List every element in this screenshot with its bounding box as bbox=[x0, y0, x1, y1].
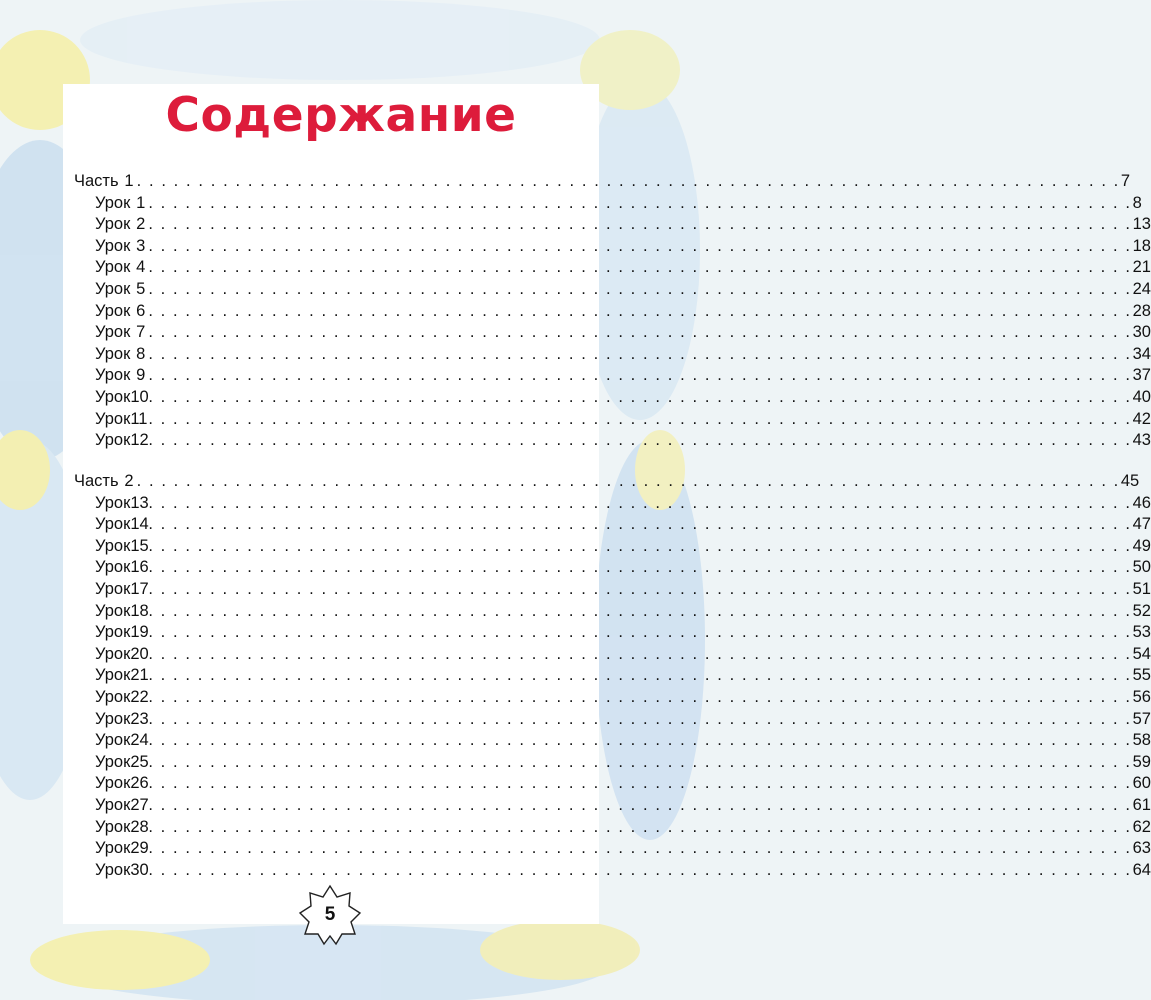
toc-number: 16 bbox=[130, 558, 149, 577]
page-number: 5 bbox=[324, 904, 336, 925]
toc-number: 13 bbox=[130, 493, 149, 512]
toc-label: Урок bbox=[95, 515, 131, 534]
toc-page: 53 bbox=[1132, 623, 1151, 642]
toc-dot-leader: . . . . . . . . . . . . . . . . . . . . . . . . . . . . . . . . . . . . . . . . . . . . . . . . . . . . . . . . . . . . . . . . . . . . . . . . . . . . . . . . bbox=[148, 839, 1132, 858]
toc-number: 12 bbox=[130, 431, 149, 450]
toc-page: 55 bbox=[1132, 666, 1151, 685]
toc-label: Урок bbox=[95, 323, 131, 342]
toc-dot-leader: . . . . . . . . . . . . . . . . . . . . . . . . . . . . . . . . . . . . . . . . . . . . . . . . . . . . . . . . . . . . . . . . . . . . . . . . . . . . . . . . bbox=[148, 817, 1132, 836]
toc-page: 63 bbox=[1132, 839, 1151, 858]
toc-label: Урок bbox=[95, 236, 131, 255]
toc-page: 42 bbox=[1132, 409, 1151, 428]
toc-page: 30 bbox=[1132, 323, 1151, 342]
toc-lesson-row bbox=[95, 300, 1151, 322]
toc-number: 7 bbox=[136, 323, 146, 342]
toc-number: 21 bbox=[130, 666, 149, 685]
toc-dot-leader: . . . . . . . . . . . . . . . . . . . . . . . . . . . . . . . . . . . . . . . . . . . . . . . . . . . . . . . . . . . . . . . . . . . . . . . . . . . . . . . . bbox=[148, 709, 1132, 728]
toc-page: 43 bbox=[1132, 431, 1151, 450]
toc-label: Урок bbox=[95, 623, 131, 642]
toc-number: 5 bbox=[136, 280, 146, 298]
toc-dot-leader: . . . . . . . . . . . . . . . . . . . . . . . . . . . . . . . . . . . . . . . . . . . . . . . . . . . . . . . . . . . . . . . . . . . . . . . . . . . . . . . . bbox=[148, 644, 1132, 663]
toc-page: 13 bbox=[1132, 215, 1151, 234]
toc-page: 52 bbox=[1132, 601, 1151, 620]
toc-label: Урок bbox=[95, 666, 131, 685]
toc-label: Урок bbox=[95, 344, 131, 363]
toc-number: 29 bbox=[130, 839, 149, 858]
toc-label: Часть bbox=[74, 472, 119, 490]
toc-label: Урок bbox=[95, 644, 131, 663]
toc-number: 26 bbox=[130, 774, 149, 793]
toc-label: Урок bbox=[95, 366, 131, 385]
toc-label: Урок bbox=[95, 688, 131, 706]
toc-label: Урок bbox=[95, 839, 131, 858]
toc-label: Урок bbox=[95, 752, 131, 771]
toc-page: 56 bbox=[1132, 688, 1151, 706]
toc-dot-leader: . . . . . . . . . . . . . . . . . . . . . . . . . . . . . . . . . . . . . . . . . . . . . . . . . . . . . . . . . . . . . . . . . . . . . . . . . . . . . . . . bbox=[148, 193, 1132, 212]
toc-page: 47 bbox=[1132, 515, 1151, 534]
toc-number: 1 bbox=[136, 193, 146, 212]
toc-label: Урок bbox=[95, 388, 131, 406]
toc-page: 18 bbox=[1132, 236, 1151, 255]
toc-page: 58 bbox=[1132, 731, 1151, 750]
toc-label: Урок bbox=[95, 731, 131, 750]
toc-page: 51 bbox=[1132, 580, 1151, 598]
toc-label: Урок bbox=[95, 860, 131, 879]
toc-label: Урок bbox=[95, 580, 131, 598]
toc-label: Урок bbox=[95, 709, 131, 728]
toc-dot-leader: . . . . . . . . . . . . . . . . . . . . . . . . . . . . . . . . . . . . . . . . . . . . . . . . . . . . . . . . . . . . . . . . . . . . . . . . . . . . . . . . bbox=[148, 388, 1132, 406]
toc-lesson-row bbox=[95, 408, 1151, 430]
toc-number: 17 bbox=[130, 580, 149, 598]
toc-label: Урок bbox=[95, 431, 131, 450]
toc-label: Урок bbox=[95, 817, 131, 836]
toc-dot-leader: . . . . . . . . . . . . . . . . . . . . . . . . . . . . . . . . . . . . . . . . . . . . . . . . . . . . . . . . . . . . . . . . . . . . . . . . . . . . . . . . bbox=[148, 344, 1132, 363]
toc-lesson-row bbox=[95, 859, 1151, 881]
toc-page: 34 bbox=[1132, 344, 1151, 363]
toc-label: Урок bbox=[95, 280, 131, 298]
toc-dot-leader: . . . . . . . . . . . . . . . . . . . . . . . . . . . . . . . . . . . . . . . . . . . . . . . . . . . . . . . . . . . . . . . . . . . . . . . . . . . . . . . . bbox=[148, 409, 1132, 428]
toc-lesson-row bbox=[95, 321, 1151, 343]
toc-lesson-row bbox=[95, 278, 1151, 300]
toc-label: Урок bbox=[95, 409, 131, 428]
toc-page: 62 bbox=[1132, 817, 1151, 836]
toc-number: 2 bbox=[124, 472, 134, 490]
toc-number: 23 bbox=[130, 709, 149, 728]
toc-dot-leader: . . . . . . . . . . . . . . . . . . . . . . . . . . . . . . . . . . . . . . . . . . . . . . . . . . . . . . . . . . . . . . . . . . . . . . . . . . . . . . . . bbox=[148, 301, 1132, 320]
toc-number: 3 bbox=[136, 236, 146, 255]
toc-label: Урок bbox=[95, 601, 131, 620]
toc-label: Урок bbox=[95, 193, 131, 212]
toc-page: 45 bbox=[1120, 472, 1140, 490]
toc-number: 20 bbox=[130, 644, 149, 663]
toc-page: 24 bbox=[1132, 280, 1151, 298]
toc-lesson-row bbox=[95, 343, 1151, 365]
toc-dot-leader: . . . . . . . . . . . . . . . . . . . . . . . . . . . . . . . . . . . . . . . . . . . . . . . . . . . . . . . . . . . . . . . . . . . . . . . . . . . . . . . . bbox=[136, 472, 1120, 490]
toc-label: Урок bbox=[95, 796, 131, 814]
toc-dot-leader: . . . . . . . . . . . . . . . . . . . . . . . . . . . . . . . . . . . . . . . . . . . . . . . . . . . . . . . . . . . . . . . . . . . . . . . . . . . . . . . . bbox=[148, 536, 1132, 555]
toc-number: 22 bbox=[130, 688, 149, 706]
toc-number: 15 bbox=[130, 536, 149, 555]
toc-number: 6 bbox=[136, 301, 146, 320]
toc-lesson-row bbox=[95, 235, 1151, 257]
toc-dot-leader: . . . . . . . . . . . . . . . . . . . . . . . . . . . . . . . . . . . . . . . . . . . . . . . . . . . . . . . . . . . . . . . . . . . . . . . . . . . . . . . . bbox=[148, 236, 1132, 255]
toc-number: 19 bbox=[130, 623, 149, 642]
toc-lesson-row bbox=[95, 837, 1151, 859]
toc-number: 10 bbox=[130, 388, 149, 406]
toc-number: 25 bbox=[130, 752, 149, 771]
toc-lesson-row bbox=[95, 364, 1151, 386]
toc-dot-leader: . . . . . . . . . . . . . . . . . . . . . . . . . . . . . . . . . . . . . . . . . . . . . . . . . . . . . . . . . . . . . . . . . . . . . . . . . . . . . . . . bbox=[148, 366, 1132, 385]
toc-label: Урок bbox=[95, 536, 131, 555]
toc-lesson-row bbox=[95, 578, 1151, 600]
toc-lesson-row bbox=[95, 664, 1151, 686]
toc-number: 18 bbox=[130, 601, 149, 620]
toc-label: Урок bbox=[95, 258, 131, 277]
toc-part-row bbox=[74, 170, 1131, 192]
toc-number: 1 bbox=[124, 172, 134, 190]
toc-number: 14 bbox=[130, 515, 149, 534]
toc-dot-leader: . . . . . . . . . . . . . . . . . . . . . . . . . . . . . . . . . . . . . . . . . . . . . . . . . . . . . . . . . . . . . . . . . . . . . . . . . . . . . . . . bbox=[148, 323, 1132, 342]
toc-dot-leader: . . . . . . . . . . . . . . . . . . . . . . . . . . . . . . . . . . . . . . . . . . . . . . . . . . . . . . . . . . . . . . . . . . . . . . . . . . . . . . . . bbox=[148, 688, 1132, 706]
toc-number: 24 bbox=[130, 731, 149, 750]
toc-dot-leader: . . . . . . . . . . . . . . . . . . . . . . . . . . . . . . . . . . . . . . . . . . . . . . . . . . . . . . . . . . . . . . . . . . . . . . . . . . . . . . . . bbox=[148, 796, 1132, 814]
toc-page: 50 bbox=[1132, 558, 1151, 577]
toc-lesson-row bbox=[95, 429, 1151, 451]
toc-dot-leader: . . . . . . . . . . . . . . . . . . . . . . . . . . . . . . . . . . . . . . . . . . . . . . . . . . . . . . . . . . . . . . . . . . . . . . . . . . . . . . . . bbox=[148, 731, 1132, 750]
toc-lesson-row bbox=[95, 621, 1151, 643]
toc-number: 11 bbox=[130, 409, 148, 428]
toc-lesson-row bbox=[95, 556, 1151, 578]
toc-page: 54 bbox=[1132, 644, 1151, 663]
toc-number: 9 bbox=[136, 366, 146, 385]
toc-dot-leader: . . . . . . . . . . . . . . . . . . . . . . . . . . . . . . . . . . . . . . . . . . . . . . . . . . . . . . . . . . . . . . . . . . . . . . . . . . . . . . . . bbox=[148, 515, 1132, 534]
toc-dot-leader: . . . . . . . . . . . . . . . . . . . . . . . . . . . . . . . . . . . . . . . . . . . . . . . . . . . . . . . . . . . . . . . . . . . . . . . . . . . . . . . . bbox=[148, 860, 1132, 879]
toc-lesson-row bbox=[95, 794, 1151, 816]
toc-page: 64 bbox=[1132, 860, 1151, 879]
toc-lesson-row bbox=[95, 643, 1151, 665]
toc-page: 49 bbox=[1132, 536, 1151, 555]
toc-label: Часть bbox=[74, 172, 119, 190]
toc-lesson-row bbox=[95, 535, 1151, 557]
toc-dot-leader: . . . . . . . . . . . . . . . . . . . . . . . . . . . . . . . . . . . . . . . . . . . . . . . . . . . . . . . . . . . . . . . . . . . . . . . . . . . . . . . . bbox=[148, 623, 1132, 642]
toc-lesson-row bbox=[95, 729, 1151, 751]
toc-lesson-row bbox=[95, 213, 1151, 235]
toc-dot-leader: . . . . . . . . . . . . . . . . . . . . . . . . . . . . . . . . . . . . . . . . . . . . . . . . . . . . . . . . . . . . . . . . . . . . . . . . . . . . . . . . bbox=[148, 601, 1132, 620]
toc-number: 8 bbox=[136, 344, 146, 363]
toc-dot-leader: . . . . . . . . . . . . . . . . . . . . . . . . . . . . . . . . . . . . . . . . . . . . . . . . . . . . . . . . . . . . . . . . . . . . . . . . . . . . . . . . bbox=[148, 580, 1132, 598]
toc-page: 59 bbox=[1132, 752, 1151, 771]
toc-page: 8 bbox=[1132, 193, 1142, 212]
toc-lesson-row bbox=[95, 256, 1151, 278]
toc-dot-leader: . . . . . . . . . . . . . . . . . . . . . . . . . . . . . . . . . . . . . . . . . . . . . . . . . . . . . . . . . . . . . . . . . . . . . . . . . . . . . . . . bbox=[136, 172, 1120, 190]
toc-page: 28 bbox=[1132, 301, 1151, 320]
toc-page: 46 bbox=[1132, 493, 1151, 512]
toc-label: Урок bbox=[95, 215, 131, 234]
toc-page: 57 bbox=[1132, 709, 1151, 728]
toc-number: 28 bbox=[130, 817, 149, 836]
toc-lesson-row bbox=[95, 751, 1151, 773]
toc-number: 2 bbox=[136, 215, 146, 234]
toc-lesson-row bbox=[95, 772, 1151, 794]
toc-dot-leader: . . . . . . . . . . . . . . . . . . . . . . . . . . . . . . . . . . . . . . . . . . . . . . . . . . . . . . . . . . . . . . . . . . . . . . . . . . . . . . . . bbox=[148, 558, 1132, 577]
toc-page: 7 bbox=[1120, 172, 1131, 190]
toc-label: Урок bbox=[95, 558, 131, 577]
toc-lesson-row bbox=[95, 600, 1151, 622]
toc-dot-leader: . . . . . . . . . . . . . . . . . . . . . . . . . . . . . . . . . . . . . . . . . . . . . . . . . . . . . . . . . . . . . . . . . . . . . . . . . . . . . . . . bbox=[148, 280, 1132, 298]
toc-lesson-row bbox=[95, 686, 1151, 708]
toc-label: Урок bbox=[95, 493, 131, 512]
page-number-badge bbox=[298, 884, 362, 946]
toc-dot-leader: . . . . . . . . . . . . . . . . . . . . . . . . . . . . . . . . . . . . . . . . . . . . . . . . . . . . . . . . . . . . . . . . . . . . . . . . . . . . . . . . bbox=[148, 752, 1132, 771]
toc-lesson-row bbox=[95, 192, 1142, 214]
toc-dot-leader: . . . . . . . . . . . . . . . . . . . . . . . . . . . . . . . . . . . . . . . . . . . . . . . . . . . . . . . . . . . . . . . . . . . . . . . . . . . . . . . . bbox=[148, 666, 1132, 685]
toc-lesson-row bbox=[95, 386, 1151, 408]
toc-dot-leader: . . . . . . . . . . . . . . . . . . . . . . . . . . . . . . . . . . . . . . . . . . . . . . . . . . . . . . . . . . . . . . . . . . . . . . . . . . . . . . . . bbox=[148, 215, 1132, 234]
toc-dot-leader: . . . . . . . . . . . . . . . . . . . . . . . . . . . . . . . . . . . . . . . . . . . . . . . . . . . . . . . . . . . . . . . . . . . . . . . . . . . . . . . . bbox=[148, 493, 1132, 512]
toc-page: 40 bbox=[1132, 388, 1151, 406]
toc-lesson-row bbox=[95, 513, 1151, 535]
page-title: Содержание bbox=[165, 88, 517, 143]
toc-page: 60 bbox=[1132, 774, 1151, 793]
toc-page: 61 bbox=[1132, 796, 1151, 814]
toc-lesson-row bbox=[95, 816, 1151, 838]
toc-label: Урок bbox=[95, 301, 131, 320]
toc-dot-leader: . . . . . . . . . . . . . . . . . . . . . . . . . . . . . . . . . . . . . . . . . . . . . . . . . . . . . . . . . . . . . . . . . . . . . . . . . . . . . . . . bbox=[148, 774, 1132, 793]
toc-lesson-row bbox=[95, 492, 1151, 514]
toc-dot-leader: . . . . . . . . . . . . . . . . . . . . . . . . . . . . . . . . . . . . . . . . . . . . . . . . . . . . . . . . . . . . . . . . . . . . . . . . . . . . . . . . bbox=[148, 431, 1132, 450]
toc-number: 27 bbox=[130, 796, 149, 814]
toc-part-row bbox=[74, 470, 1140, 492]
toc-lesson-row bbox=[95, 708, 1151, 730]
toc-label: Урок bbox=[95, 774, 131, 793]
toc-number: 30 bbox=[130, 860, 149, 879]
toc-dot-leader: . . . . . . . . . . . . . . . . . . . . . . . . . . . . . . . . . . . . . . . . . . . . . . . . . . . . . . . . . . . . . . . . . . . . . . . . . . . . . . . . bbox=[148, 258, 1132, 277]
toc-page: 21 bbox=[1132, 258, 1151, 277]
toc-number: 4 bbox=[136, 258, 146, 277]
toc-page: 37 bbox=[1132, 366, 1151, 385]
